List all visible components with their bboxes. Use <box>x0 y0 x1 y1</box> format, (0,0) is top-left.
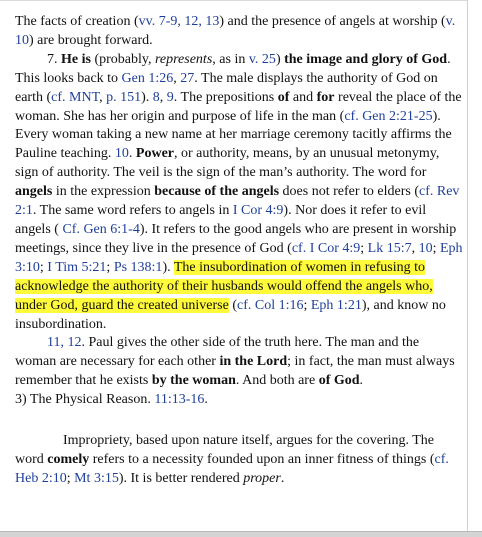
text-run: ( <box>228 297 237 313</box>
italic-term: proper <box>243 470 281 486</box>
bold-term: angels <box>15 184 53 200</box>
commentary-document <box>15 13 463 489</box>
scripture-link[interactable]: Lk 15:7 <box>367 240 412 256</box>
text-run: ; <box>303 297 311 313</box>
paragraph-spacer <box>15 410 463 432</box>
paragraph <box>15 432 463 489</box>
bold-term: by the woman <box>151 373 236 389</box>
scripture-link[interactable]: 10 <box>418 240 433 256</box>
highlighted-text: The insubordination of women in refusing to acknowledge the authority of their husbands would offend the angels who, under God, guard the created universe <box>15 259 433 313</box>
text-run: and <box>289 89 317 105</box>
scripture-link[interactable]: cf. MNT <box>51 89 100 105</box>
text-run: ; <box>66 470 75 486</box>
text-run: does not refer to elders ( <box>279 184 419 200</box>
scripture-link[interactable]: 10 <box>114 146 129 162</box>
text-run: . The prepositions <box>173 89 278 105</box>
paragraph <box>15 13 463 51</box>
scripture-link[interactable]: Mt 3:15 <box>74 470 119 486</box>
bottom-scrollbar[interactable] <box>0 531 482 537</box>
scripture-link[interactable]: 8 <box>152 89 160 105</box>
text-run: ). <box>141 89 153 105</box>
text-run: ). It is better rendered <box>118 470 244 486</box>
scripture-link[interactable]: Eph 3:10 <box>15 240 463 275</box>
text-run: . The male displays the authority of God on earth ( <box>15 70 438 105</box>
scripture-link[interactable]: I Cor 4:9 <box>232 203 284 219</box>
text-run: ) and the presence of angels at worship ( <box>219 14 446 29</box>
scripture-link[interactable]: v. 25 <box>248 51 276 67</box>
text-run: ) are brought forward. <box>29 32 153 48</box>
text-run: ; <box>360 240 368 256</box>
scripture-link[interactable]: cf. Gen 2:21-25 <box>344 108 433 124</box>
bold-term: for <box>316 89 335 105</box>
bold-term: in the Lord <box>219 354 288 370</box>
text-run: ). Every woman taking a new name at her marriage ceremony tacitly affirms the Pauline teaching. <box>15 108 452 162</box>
text-run: in the expression <box>52 184 155 200</box>
scrollbar-edge[interactable] <box>467 0 482 537</box>
scripture-link[interactable]: 27 <box>180 70 195 86</box>
text-run: ). It refers to the good angels who are present in worship meetings, since they live in the presence of God ( <box>15 221 457 256</box>
scripture-link[interactable]: Gen 1:26 <box>121 70 174 86</box>
scripture-link[interactable]: 11, 12 <box>47 335 82 351</box>
text-run: Impropriety, based upon nature itself, argues for the covering. The word <box>15 433 435 467</box>
italic-term: represents <box>154 51 213 67</box>
paragraph <box>15 334 463 391</box>
paragraph <box>15 391 463 410</box>
text-run: . The same word refers to angels in <box>32 203 233 219</box>
bold-term: Power <box>135 146 175 162</box>
scripture-link[interactable]: cf. Heb 2:10 <box>15 451 449 486</box>
paragraph <box>15 51 463 335</box>
text-run: ). Nor does it refer to evil angels ( <box>15 203 427 237</box>
scripture-link[interactable]: Ps 138:1 <box>113 259 163 275</box>
scripture-link[interactable]: I Tim 5:21 <box>47 259 107 275</box>
text-run: . <box>280 470 285 486</box>
scripture-link[interactable]: v. 10 <box>15 14 456 48</box>
text-run: 3) The Physical Reason. <box>15 392 155 408</box>
text-run: ; <box>39 259 48 275</box>
text-run: . And both are <box>235 373 319 389</box>
text-run: . This looks back to <box>15 51 451 86</box>
text-run: . Paul gives the other side of the truth here. The man and the woman are necessary for each other <box>15 335 420 370</box>
text-run: , <box>99 89 107 105</box>
text-run: (probably, <box>90 51 155 67</box>
text-run: , or authority, means, by an unusual metonymy, sign of authority. The veil is the sign of the man’s authority. The word for <box>15 146 440 181</box>
text-run: ) <box>275 51 285 67</box>
scripture-link[interactable]: cf. Rev 2:1 <box>15 184 460 219</box>
bold-term: comely <box>47 451 90 467</box>
scripture-link[interactable]: Cf. Gen 6:1-4 <box>62 221 140 237</box>
scripture-link[interactable]: vv. 7-9, 12, 13 <box>138 14 220 29</box>
text-run: . <box>128 146 136 162</box>
text-run: ; in fact, the man must always remember that he exists <box>15 354 455 389</box>
scripture-link[interactable]: cf. I Cor 4:9 <box>291 240 361 256</box>
bold-term: because of the angels <box>154 184 280 200</box>
scripture-link[interactable]: 9 <box>166 89 174 105</box>
text-run: ), and know no insubordination. <box>15 297 446 332</box>
text-run: The facts of creation ( <box>15 14 139 29</box>
top-border <box>0 0 482 1</box>
text-run: ; <box>106 259 114 275</box>
text-run: . <box>204 392 208 408</box>
text-run: , <box>411 240 419 256</box>
bold-term: the image and glory of God <box>284 51 448 67</box>
text-run: ). <box>162 259 174 275</box>
scripture-link[interactable]: 11:13-16 <box>154 392 205 408</box>
bold-term: of God <box>318 373 360 389</box>
text-run: . <box>359 373 364 389</box>
scripture-link[interactable]: p. 151 <box>106 89 142 105</box>
scripture-link[interactable]: Eph 1:21 <box>310 297 362 313</box>
text-run: , as in <box>212 51 249 67</box>
text-run: ; <box>432 240 440 256</box>
text-run: , <box>173 70 181 86</box>
scripture-link[interactable]: cf. Col 1:16 <box>236 297 304 313</box>
text-run: 7. <box>47 51 61 67</box>
bold-term: of <box>277 89 290 105</box>
text-run: , <box>159 89 167 105</box>
text-run: reveal the place of the woman. She has her origin and purpose of life in the man ( <box>15 89 462 124</box>
text-run: refers to a necessity founded upon an inner fitness of things ( <box>89 451 435 467</box>
bold-term: He is <box>61 51 91 67</box>
